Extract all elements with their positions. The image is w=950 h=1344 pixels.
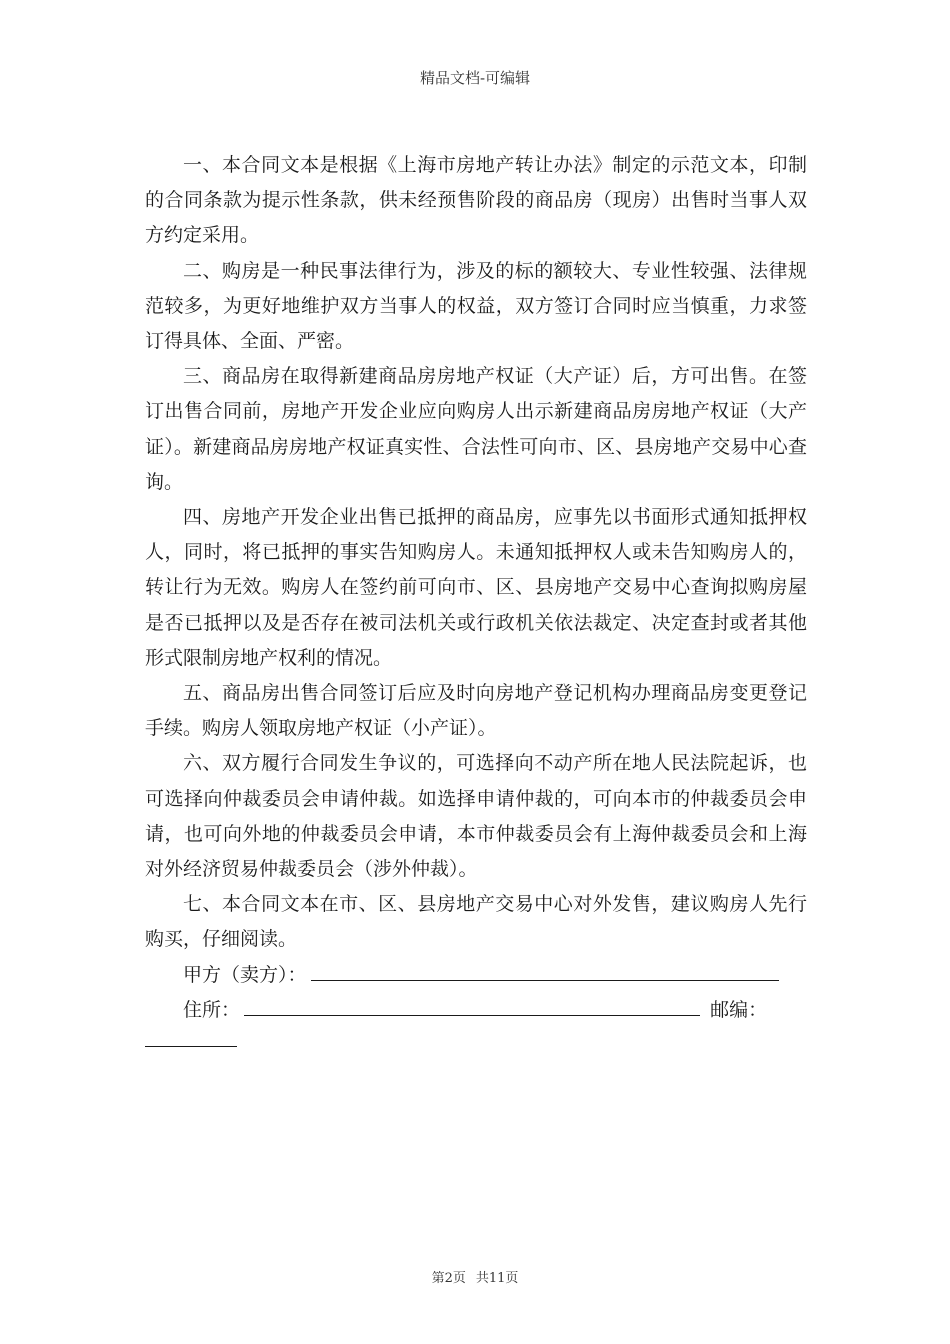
clause-2: 二、购房是一种民事法律行为，涉及的标的额较大、专业性较强、法律规范较多，为更好地维护双方当事人的权益，双方签订合同时应当慎重，力求签订得具体、全面、严密。 [145, 259, 807, 353]
clause-5: 五、商品房出售合同签订后应及时向房地产登记机构办理商品房变更登记手续。购房人领取房地产权证（小产证）。 [145, 682, 807, 740]
clause-3: 三、商品房在取得新建商品房房地产权证（大产证）后，方可出售。在签订出售合同前，房地产开发企业应向购房人出示新建商品房房地产权证（大产证）。新建商品房房地产权证真实性、合法性可向市、区、县房地产交易中心查询。 [145, 365, 807, 493]
address-blank[interactable] [244, 995, 700, 1016]
address-label: 住所： [183, 998, 241, 1021]
clause-7: 七、本合同文本在市、区、县房地产交易中心对外发售，建议购房人先行购买，仔细阅读。 [145, 893, 807, 951]
address-line [145, 993, 807, 1028]
party-a-line [145, 958, 807, 993]
document-body [145, 148, 807, 1047]
page-number: 第2页 [431, 1271, 466, 1286]
page-total: 共11页 [475, 1271, 519, 1286]
clause-6: 六、双方履行合同发生争议的，可选择向不动产所在地人民法院起诉，也可选择向仲裁委员会申请仲裁。如选择申请仲裁的，可向本市的仲裁委员会申请，也可向外地的仲裁委员会申请，本市仲裁委员会有上海仲裁委员会和上海对外经济贸易仲裁委员会（涉外仲裁）。 [145, 752, 807, 881]
clause-1: 一、本合同文本是根据《上海市房地产转让办法》制定的示范文本，印制的合同条款为提示性条款，供未经预售阶段的商品房（现房）出售时当事人双方约定采用。 [145, 154, 807, 247]
clause-4: 四、房地产开发企业出售已抵押的商品房，应事先以书面形式通知抵押权人，同时，将已抵押的事实告知购房人。未通知抵押权人或未告知购房人的，转让行为无效。购房人在签约前可向市、区、县房地产交易中心查询拟购房屋是否已抵押以及是否存在被司法机关或行政机关依法裁定、决定查封或者其他形式限制房地产权利的情况。 [145, 506, 807, 669]
page-footer [0, 1267, 950, 1286]
postcode-blank[interactable] [145, 1028, 237, 1047]
party-a-label: 甲方（卖方）： [183, 963, 307, 986]
party-a-blank[interactable] [311, 960, 779, 981]
page-header: 精品文档-可编辑 [419, 69, 531, 87]
postcode-label: 邮编： [710, 998, 768, 1021]
